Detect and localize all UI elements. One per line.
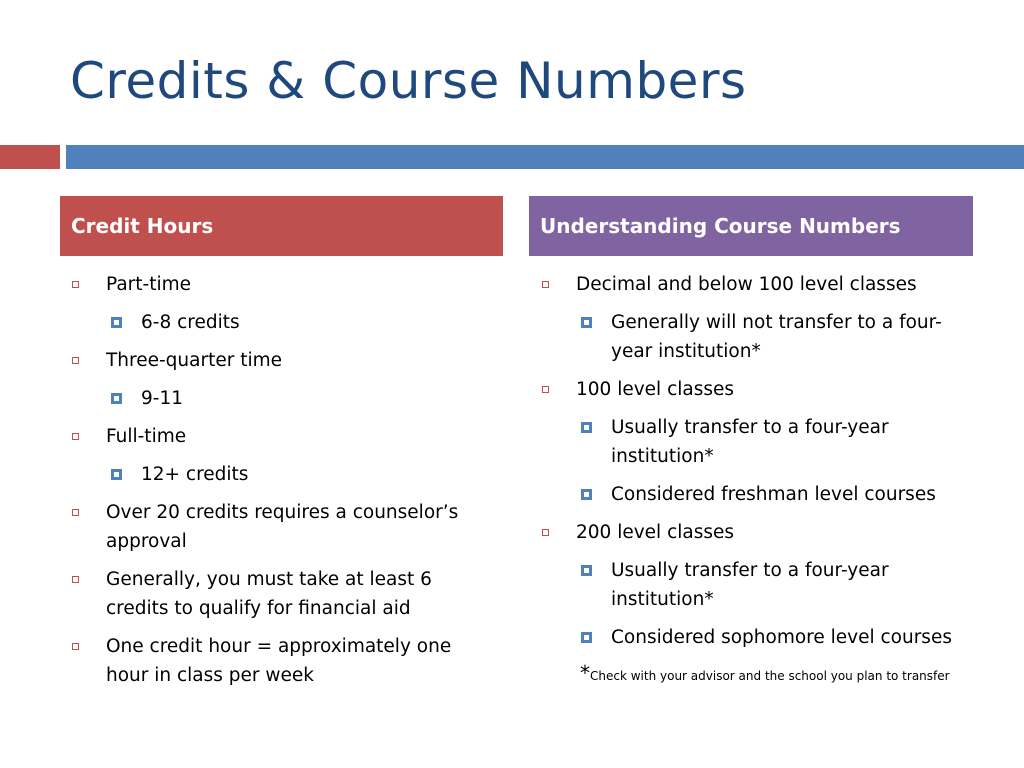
credit-hours-header-label: Credit Hours (71, 214, 214, 238)
list-item (70, 565, 480, 623)
list-subitem-text: 12+ credits (141, 464, 249, 485)
list-item-text: Three-quarter time (106, 350, 282, 371)
square-bullet-icon (542, 529, 549, 536)
list-subitem (540, 480, 980, 509)
square-bullet-icon (542, 281, 549, 288)
transfer-footnote (540, 661, 980, 685)
list-item-text: Part-time (106, 274, 191, 295)
accent-bar-blue (66, 145, 1024, 169)
list-subitem-text: Considered freshman level courses (611, 484, 936, 505)
list-subitem (70, 384, 480, 413)
list-subitem (540, 556, 980, 614)
list-item-text: Decimal and below 100 level classes (576, 274, 917, 295)
square-sub-bullet-icon (581, 632, 592, 643)
square-sub-bullet-icon (111, 469, 122, 480)
list-subitem (540, 308, 980, 366)
list-item-text: Over 20 credits requires a counselor’s approval (106, 502, 459, 552)
list-item (540, 375, 980, 404)
course-numbers-list (540, 270, 980, 685)
square-bullet-icon (542, 386, 549, 393)
list-item-text: 200 level classes (576, 522, 735, 543)
square-sub-bullet-icon (581, 317, 592, 328)
square-sub-bullet-icon (111, 317, 122, 328)
square-bullet-icon (72, 509, 79, 516)
course-numbers-header (529, 196, 973, 256)
list-item (70, 270, 480, 299)
list-item-text: One credit hour = approximately one hour in class per week (106, 636, 452, 686)
square-sub-bullet-icon (581, 422, 592, 433)
list-item (540, 270, 980, 299)
list-subitem (540, 413, 980, 471)
list-item (70, 632, 480, 690)
footnote-text: Check with your advisor and the school you plan to transfer (590, 669, 950, 683)
footnote-asterisk: * (580, 661, 590, 685)
square-bullet-icon (72, 576, 79, 583)
square-bullet-icon (72, 281, 79, 288)
list-subitem-text: 9-11 (141, 388, 183, 409)
list-subitem-text: Considered sophomore level courses (611, 627, 952, 648)
course-numbers-header-label: Understanding Course Numbers (540, 214, 901, 238)
list-subitem (70, 460, 480, 489)
list-subitem-text: 6-8 credits (141, 312, 240, 333)
square-sub-bullet-icon (581, 489, 592, 500)
credit-hours-list (70, 270, 480, 699)
list-subitem-text: Generally will not transfer to a four-year institution* (611, 312, 942, 362)
list-subitem-text: Usually transfer to a four-year institution* (611, 417, 889, 467)
list-item-text: Full-time (106, 426, 187, 447)
slide-title: Credits & Course Numbers (70, 52, 747, 110)
square-bullet-icon (72, 643, 79, 650)
credit-hours-header (60, 196, 503, 256)
list-item-text: 100 level classes (576, 379, 735, 400)
square-sub-bullet-icon (111, 393, 122, 404)
list-item (70, 422, 480, 451)
list-item (70, 498, 480, 556)
list-item (70, 346, 480, 375)
list-subitem (70, 308, 480, 337)
list-item-text: Generally, you must take at least 6 credits to qualify for financial aid (106, 569, 432, 619)
square-bullet-icon (72, 357, 79, 364)
list-item (540, 518, 980, 547)
square-sub-bullet-icon (581, 565, 592, 576)
list-subitem (540, 623, 980, 652)
list-subitem-text: Usually transfer to a four-year institution* (611, 560, 889, 610)
accent-bar-red (0, 145, 60, 169)
square-bullet-icon (72, 433, 79, 440)
